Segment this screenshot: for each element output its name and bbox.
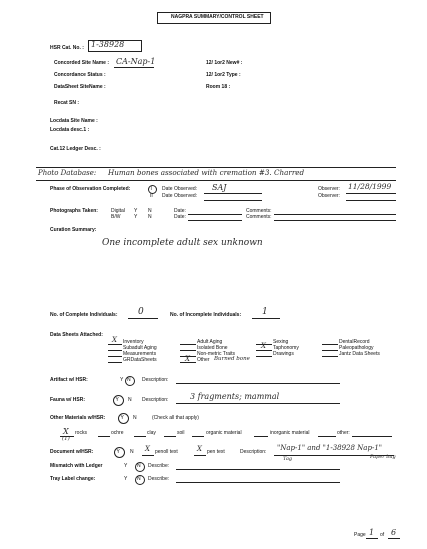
date-observed-label-1: Date Observed: <box>162 186 198 192</box>
observer-label-2: Observer: <box>318 193 340 199</box>
check-all-label: (Check all that apply) <box>152 415 199 421</box>
document-note: Paper bag <box>370 454 396 460</box>
material-soil[interactable]: soil <box>177 430 185 436</box>
other-materials-n[interactable]: N <box>133 415 137 421</box>
ledger-desc-label: Cat.12 Ledger Desc. : <box>50 146 101 152</box>
material-other[interactable]: other: <box>337 430 350 436</box>
bw-date-label: Date: <box>174 214 186 220</box>
mismatch-n[interactable]: N <box>137 463 141 469</box>
sheet-non-metric-traits[interactable]: Non-metric Traits <box>197 351 236 357</box>
fauna-label: Fauna w/ HSR: <box>50 397 86 403</box>
sheet-paleopathology[interactable]: Paleopathology <box>339 345 374 351</box>
artifact-y[interactable]: Y <box>120 377 124 383</box>
phase-2-option: II <box>150 193 153 199</box>
document-description-value: "Nap-1" and "1-38928 Nap-1" <box>277 444 382 452</box>
document-label: Document w/HSR: <box>50 449 94 455</box>
fauna-description-value: 3 fragments; mammal <box>190 392 280 401</box>
sheet-grdatasheets[interactable]: GRDataSheets <box>123 357 157 363</box>
sheet-sexing[interactable]: Sexing <box>273 339 289 345</box>
room-label: Room 18 : <box>206 84 231 90</box>
hsr-cat-no-label: HSR Cat. No. : <box>50 45 84 51</box>
fauna-description-label: Description: <box>142 397 169 403</box>
inventory-mark: X <box>112 336 117 344</box>
document-n[interactable]: N <box>130 449 134 455</box>
artifact-n[interactable]: N <box>127 377 131 383</box>
incomplete-individuals-value: 1 <box>262 307 268 317</box>
datasheet-sitename-label: DataSheet SiteName : <box>54 84 106 90</box>
rocks-mark: X <box>63 427 69 436</box>
tray-n[interactable]: N <box>137 476 141 482</box>
document-note-2: Tag <box>283 456 293 462</box>
observation-label: Phase of Observation Completed: <box>50 186 131 192</box>
mismatch-y[interactable]: Y <box>124 463 128 469</box>
digital-comments-label: Comments: <box>246 208 272 214</box>
sheet-taphonomy[interactable]: Taphonomy <box>273 345 299 351</box>
other-materials-label: Other Materials w/HSR: <box>50 415 106 421</box>
sheet-subadult-aging[interactable]: Subadult Aging <box>123 345 157 351</box>
mismatch-label: Mismatch with Ledger <box>50 463 103 469</box>
date-observed-label-2: Date Observed: <box>162 193 198 199</box>
page-title: NAGPRA SUMMARY/CONTROL SHEET <box>171 13 264 20</box>
concorded-site-value: CA-Nap-1 <box>116 57 156 66</box>
taphonomy-mark: X <box>261 342 266 350</box>
bw-comments-label: Comments: <box>246 214 272 220</box>
complete-individuals-label: No. of Complete Individuals: <box>50 312 118 318</box>
separator-bottom <box>36 180 396 181</box>
photographs-digital: Digital <box>111 208 125 214</box>
document-description-label: Description: <box>240 449 267 455</box>
sheet-other[interactable]: Other <box>197 357 210 363</box>
penoll-text-option[interactable]: penoll text <box>155 449 178 455</box>
material-organic[interactable]: organic material <box>206 430 242 436</box>
concorded-site-label: Concorded Site Name : <box>54 60 110 66</box>
date-observed-value: SAJ <box>212 183 227 192</box>
concordance-status-label: Concordance Status : <box>54 72 106 78</box>
incomplete-individuals-label: No. of Incomplete Individuals: <box>170 312 242 318</box>
data-sheets-label: Data Sheets Attached: <box>50 332 103 338</box>
hsr-cat-no-value: 1-38928 <box>91 40 125 49</box>
pen-text-option[interactable]: pen text <box>207 449 225 455</box>
bw-n[interactable]: N <box>148 214 152 220</box>
observer-label-1: Observer: <box>318 186 340 192</box>
mismatch-describe-label: Describe: <box>148 463 170 469</box>
phase-1-option: I <box>150 185 152 192</box>
observer-value: 11/28/1999 <box>348 182 392 191</box>
locdata-site-label: Locdata Site Name : <box>50 118 98 124</box>
sheet-jantz[interactable]: Jantz Data Sheets <box>339 351 380 357</box>
other-mark: X <box>185 355 190 363</box>
fauna-n[interactable]: N <box>128 397 132 403</box>
document-y[interactable]: Y <box>116 449 120 455</box>
page-number: 1 <box>369 528 375 537</box>
photo-database-label: Photo Database: <box>38 169 97 177</box>
locdata-desc-label: Locdata desc.1 : <box>50 127 90 133</box>
recat-label: Recat SN : <box>54 100 80 106</box>
curation-label: Curation Summary: <box>50 227 97 233</box>
artifact-label: Artifact w/ HSR: <box>50 377 88 383</box>
type-label: 12/ 1or2 Type : <box>206 72 241 78</box>
artifact-description-label: Description: <box>142 377 169 383</box>
sheet-drawings[interactable]: Drawings <box>273 351 294 357</box>
digital-n[interactable]: N <box>148 208 152 214</box>
photographs-label: Photographs Taken: <box>50 208 98 214</box>
new-label: 12/ 1or2 New# : <box>206 60 243 66</box>
curation-value: One incomplete adult sex unknown <box>102 238 263 248</box>
photographs-bw: B/W <box>111 214 121 220</box>
page-label: Page <box>354 532 366 538</box>
tray-y[interactable]: Y <box>124 476 128 482</box>
material-ochre[interactable]: ochre <box>111 430 124 436</box>
digital-y[interactable]: Y <box>134 208 138 214</box>
page-total: 6 <box>391 528 397 537</box>
digital-date-label: Date: <box>174 208 186 214</box>
fauna-y[interactable]: Y <box>115 397 119 403</box>
sheet-dental-record[interactable]: DentalRecord <box>339 339 370 345</box>
tray-describe-label: Describe: <box>148 476 170 482</box>
sheet-isolated-bone[interactable]: Isolated Bone <box>197 345 228 351</box>
material-clay[interactable]: clay <box>147 430 156 436</box>
tray-label: Tray Label change: <box>50 476 96 482</box>
sheet-inventory[interactable]: Inventory <box>123 339 144 345</box>
rocks-count: (1) <box>62 436 70 442</box>
material-inorganic[interactable]: inorganic material <box>270 430 310 436</box>
of-label: of <box>380 532 385 538</box>
complete-individuals-value: 0 <box>138 307 144 317</box>
bw-y[interactable]: Y <box>134 214 138 220</box>
other-materials-y[interactable]: Y <box>120 415 124 421</box>
penoll-mark: X <box>145 445 150 453</box>
material-rocks[interactable]: rocks <box>75 430 87 436</box>
sheet-adult-aging[interactable]: Adult Aging <box>197 339 223 345</box>
pen-mark: X <box>197 445 202 453</box>
other-note: Burned bone <box>214 356 250 362</box>
sheet-measurements[interactable]: Measurements <box>123 351 157 357</box>
photo-database-value: Human bones associated with cremation #3. Charred <box>108 168 305 177</box>
